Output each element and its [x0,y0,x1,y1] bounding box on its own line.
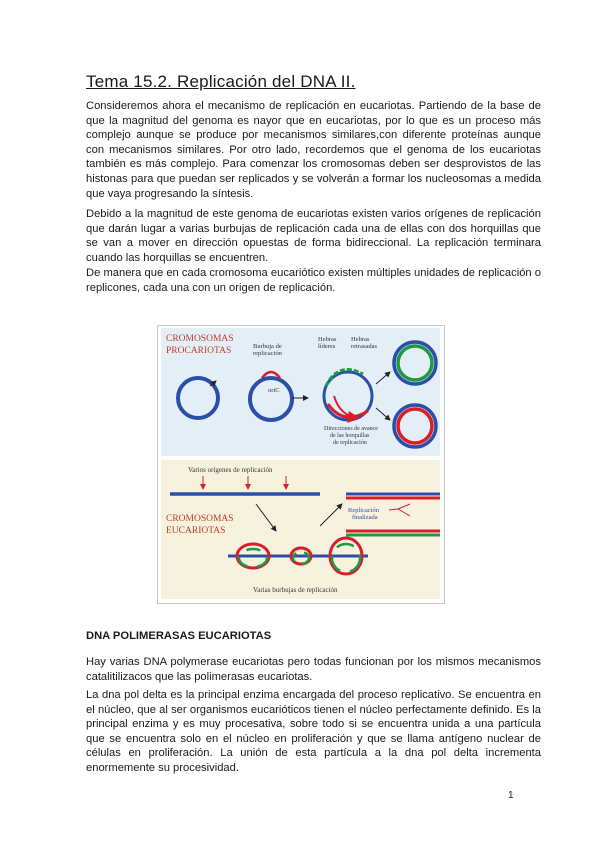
direction-label-1: Direcciones de avance [324,426,378,432]
replication-bubble-1-green [239,549,267,567]
replicons-paragraph: De manera que en cada cromosoma eucariótico existen múltiples unidades de replicación o replicones, cada una con un origen de replicación. [86,267,541,294]
direction-label-3: de replicación [333,440,367,446]
page-title: Tema 15.2. Replicación del DNA II. [86,72,356,91]
polymerases-paragraph: Hay varias DNA polymerase eucariotas pero todas funcionan por los mismos mecanismos catalitilizacos que las polimerasas eucariotas. [86,656,541,683]
origins-paragraph: Debido a la magnitud de este genoma de eucariotas existen varios orígenes de replicación que darán lugar a varias burbujas de replicación cada una de ellas con dos horquillas que se van a mover en dirección opuestas de forma bidireccional. La replicación terminara cuando las horquillas se encuentren. [86,208,541,264]
daughter-chromosome-green [394,342,436,384]
intro-paragraph: Consideremos ahora el mecanismo de replicación en eucariotas. Partiendo de la base de que la magnitud del genoma es nayor que en eucariotas, por lo que es un proceso más complejo aunque se produce por mecanismos similares,con diferente proteínas aunque con mecanismos similares. Por otro lado, recordemos que el genoma de los eucariotas también es más complejo. Para comenzar los cromosomas deben ser desprovistos de las histonas para que puedan ser replicados y se volverán a formar los nucleosomas a medida que vaya progresando la síntesis. [86,100,541,200]
oric-label: oriC [268,387,280,394]
direction-label-2: de las horquillas [330,433,370,439]
replication-figure [157,325,445,604]
daughter-chromosome-red [394,405,436,447]
prok-title-2: PROCARIOTAS [166,346,232,356]
finished-label-2: finalizada [352,514,378,521]
leading-label-1: Hebras [318,336,337,343]
step-arrow [320,504,342,526]
bubble-label-2: replicación [253,350,282,357]
euk-title-2: EUCARIOTAS [166,526,226,536]
bubble-label-1: Burbuja de [253,343,282,350]
lagging-label-2: retrasadas [351,343,377,350]
step-arrow [376,408,390,420]
bubbles-label: Varias burbujas de replicación [253,586,338,594]
daughter-new-strand-red [398,409,432,443]
finished-label-1: Replicación [348,507,380,514]
replication-diagram [158,326,444,603]
daughter-new-strand-green [398,346,432,380]
prok-title-1: CROMOSOMAS [166,334,234,344]
split-arrows [389,504,410,516]
leading-label-2: líderes [318,343,336,350]
step-arrow [256,504,276,531]
section-heading: DNA POLIMERASAS EUCARIOTAS [86,630,272,642]
origins-label: Varios orígenes de replicación [188,466,273,474]
circular-chromosome-bubble [250,378,292,420]
lagging-label-1: Hebras [351,336,370,343]
pol-delta-paragraph: La dna pol delta es la principal enzima encargada del proceso replicativo. Se encuentra en el núcleo, que al ser organismos eucarióticos tienen el núcleo perfectamente definido. Es la principal enzima y es muy procesativa, sobre todo si se encuentra unida a una partícula que se encuentra solo en el núcleo en proliferación y que se llama antígeno nuclear de células en proliferación. La unión de esta partícula a la dna pol delta incrementa enormemente su procesividad. [86,689,541,774]
replication-bubble-3-green [332,544,360,572]
step-arrow [376,372,390,384]
euk-title-1: CROMOSOMAS [166,514,234,524]
page-number: 1 [508,790,514,801]
